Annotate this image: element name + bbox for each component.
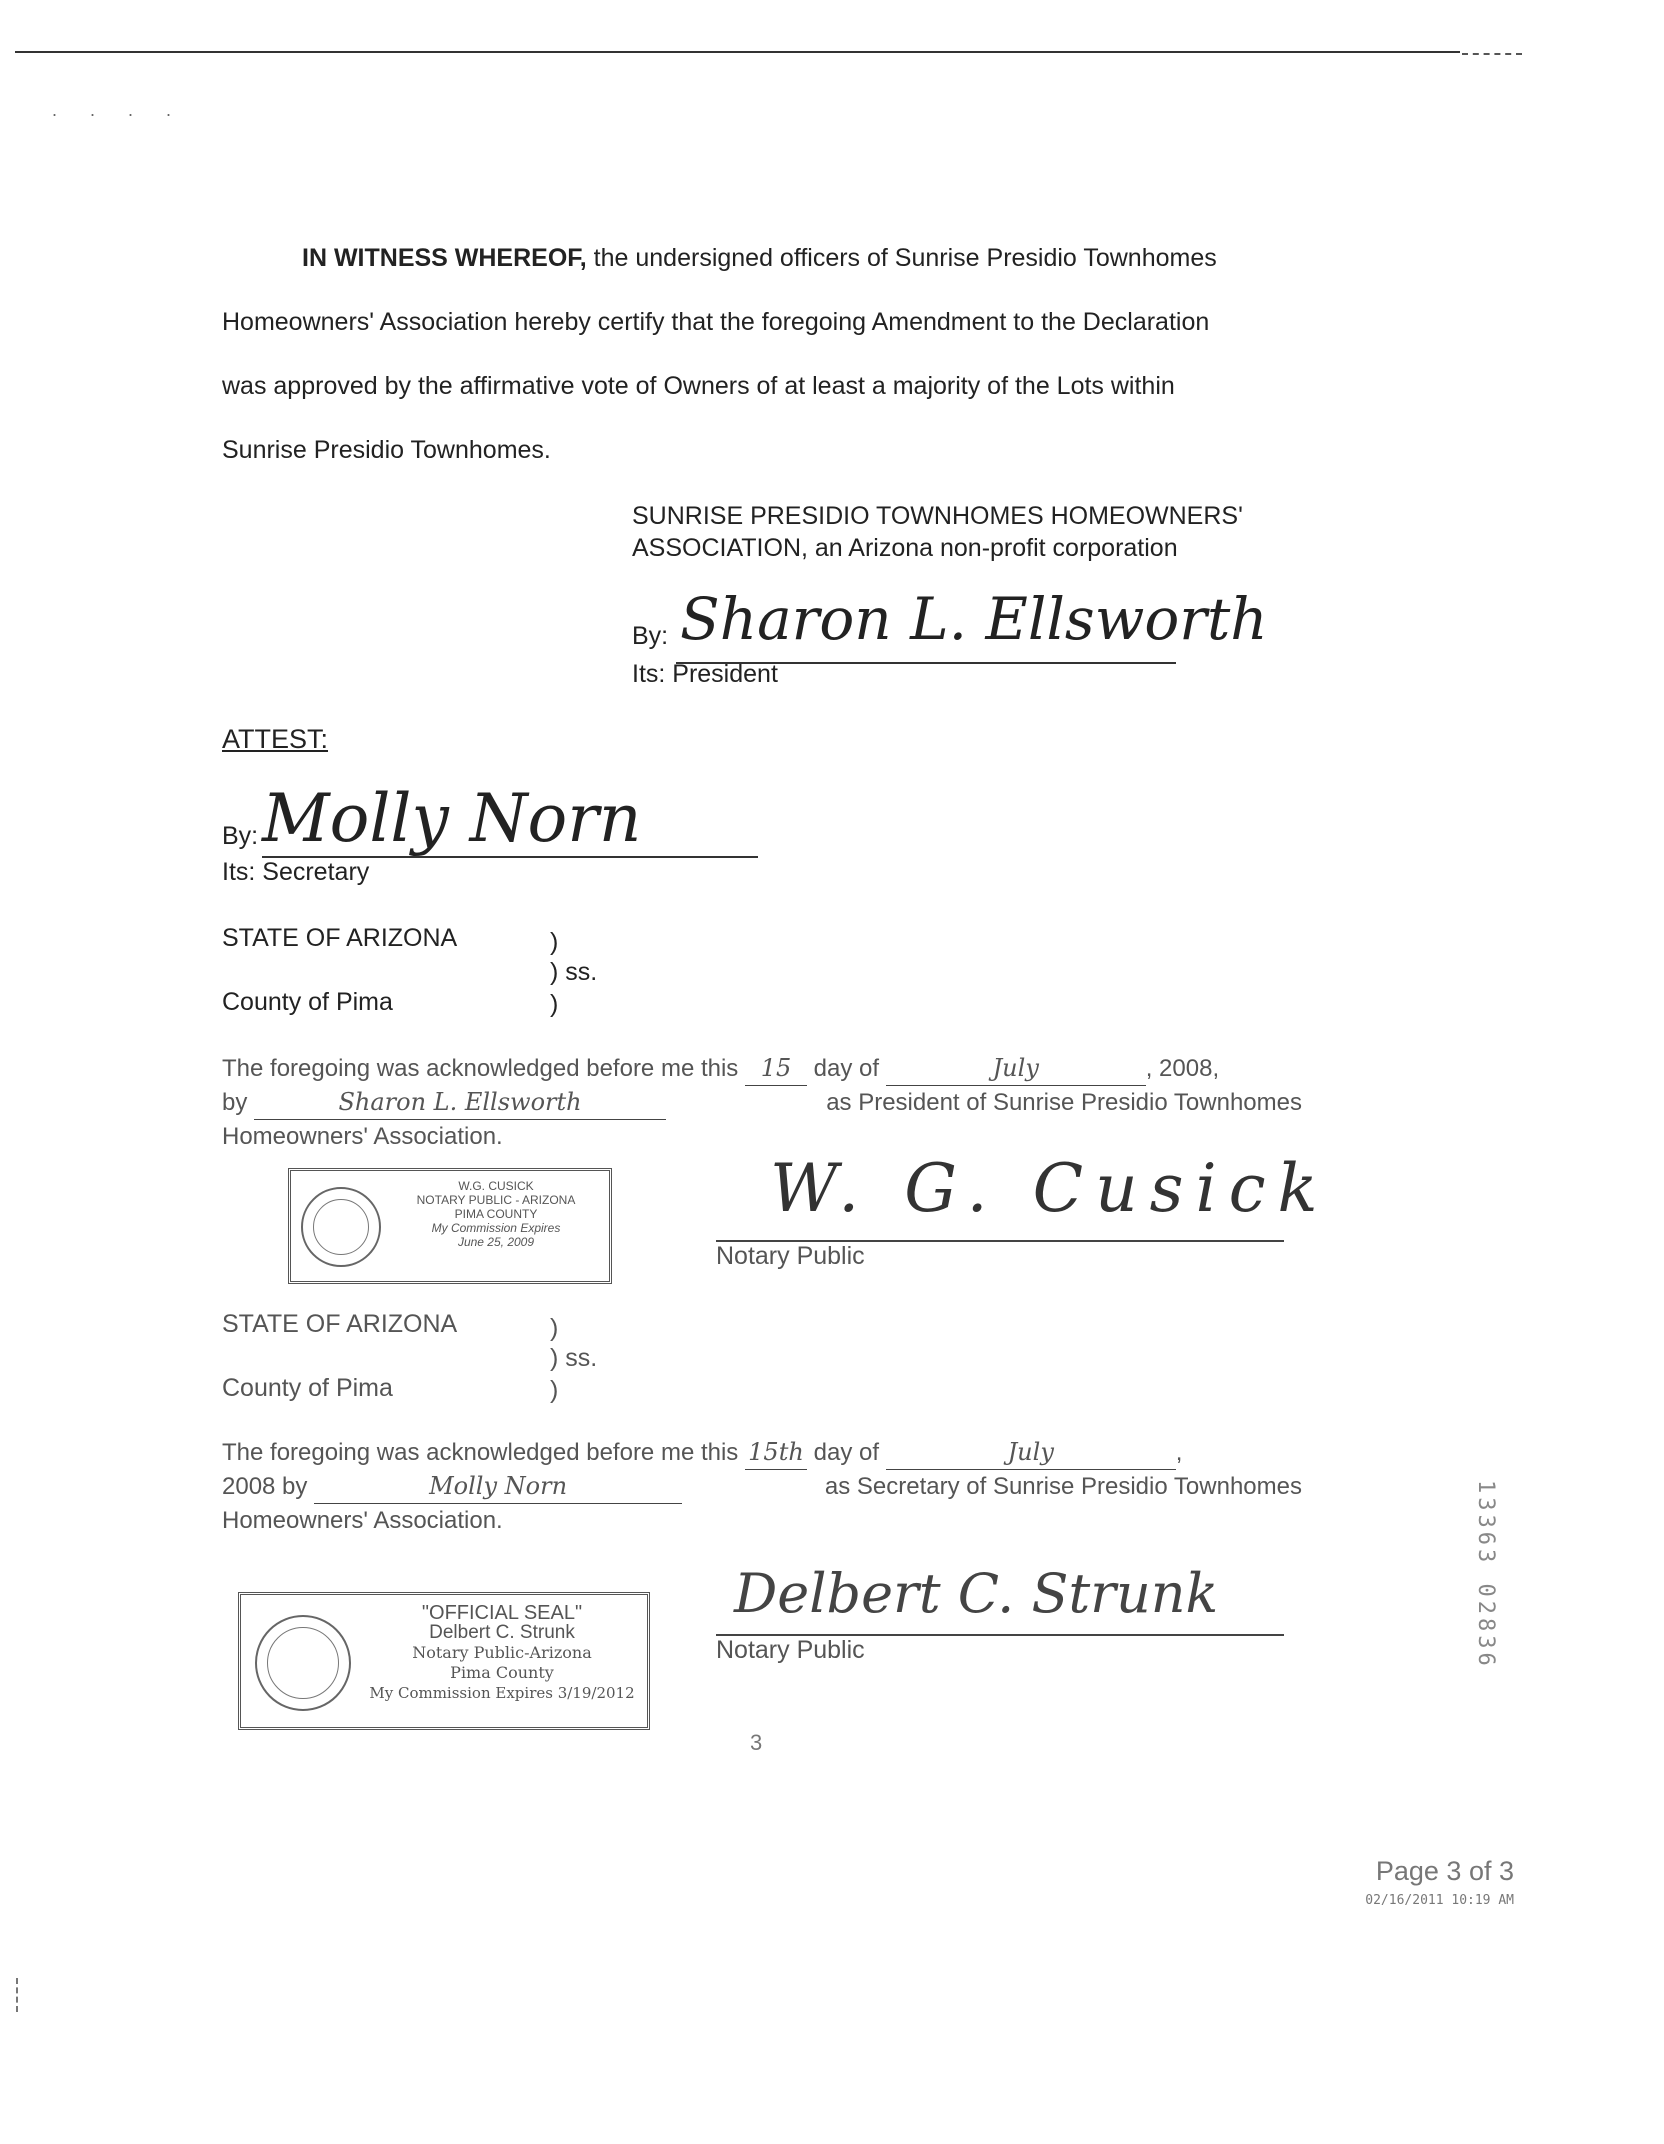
ack2-paragraph [222,1436,1302,1537]
its-president: Its: President [632,660,778,688]
its-secretary: Its: Secretary [222,858,370,886]
margin-mark [16,1978,18,2012]
seal-emblem-icon [255,1615,351,1711]
witness-line-3: was approved by the affirmative vote of Owners of at least a majority of the Lots within [222,372,1175,400]
venue2-state: STATE OF ARIZONA [222,1310,458,1338]
official-seal-strunk: "OFFICIAL SEAL" Delbert C. Strunk Notary Public-Arizona Pima County My Commission Expires 3/19/2012 [238,1592,650,1730]
page-number: 3 [750,1730,763,1755]
venue2-paren-open: ) [550,1314,559,1342]
attest-heading: ATTEST: [222,724,329,754]
venue1-paren-open: ) [550,928,559,956]
notary-seal-cusick: W.G. CUSICK NOTARY PUBLIC - ARIZONA PIMA COUNTY My Commission Expires June 25, 2009 [288,1168,612,1284]
venue1-state: STATE OF ARIZONA [222,924,458,952]
association-name: SUNRISE PRESIDIO TOWNHOMES HOMEOWNERS' ASSOCIATION, an Arizona non-profit corporation [632,502,1243,562]
venue1-county: County of Pima [222,988,393,1016]
witness-lead: IN WITNESS WHEREOF, [302,244,587,272]
footer-timestamp: 02/16/2011 10:19 AM [1365,1893,1514,1908]
notary1-signature: W. G. Cusick [770,1150,1330,1227]
ack1-signer: Sharon L. Ellsworth [254,1086,666,1120]
venue2-ss: ) ss. [550,1344,598,1372]
notary2-label: Notary Public [716,1636,865,1664]
notary2-signature: Delbert C. Strunk [734,1562,1219,1625]
top-rule [15,51,1460,53]
recording-number: 13363 02836 [1473,1480,1498,1670]
ack2-line-3: Homeowners' Association. [222,1507,503,1534]
ack1-line-2: by Sharon L. Ellsworth as President of Sunrise Presidio Townhomes [222,1086,1302,1120]
ack2-month: July [886,1436,1176,1470]
witness-paragraph [222,226,1302,482]
ack2-signer: Molly Norn [314,1470,682,1504]
footer-page-count: Page 3 of 3 [1375,1856,1514,1886]
venue2-county: County of Pima [222,1374,393,1402]
witness-line-4: Sunrise Presidio Townhomes. [222,436,551,464]
president-by-label: By: [632,622,669,650]
secretary-signature: Molly Norn [262,780,642,857]
ack2-line-1: The foregoing was acknowledged before me this 15th day of July , [222,1436,1302,1470]
secretary-by-label: By: [222,822,259,850]
venue1-ss: ) ss. [550,958,598,986]
top-rule-dash [1462,53,1522,55]
ack1-month: July [886,1052,1146,1086]
ack2-day: 15th [745,1436,807,1470]
seal-emblem-icon [301,1187,381,1267]
ack1-line-3: Homeowners' Association. [222,1123,503,1150]
notary1-label: Notary Public [716,1242,865,1270]
witness-line-2: Homeowners' Association hereby certify that the foregoing Amendment to the Declaration [222,308,1210,336]
venue1-paren-close: ) [550,990,559,1018]
ack1-paragraph [222,1052,1302,1153]
ack2-line-2: 2008 by Molly Norn as Secretary of Sunrise Presidio Townhomes [222,1470,1302,1504]
witness-line-1: IN WITNESS WHEREOF, the undersigned officers of Sunrise Presidio Townhomes [302,244,1217,272]
scan-specks: . . . . [52,100,186,120]
venue2-paren-close: ) [550,1376,559,1404]
ack1-day: 15 [745,1052,807,1086]
president-signature: Sharon L. Ellsworth [680,585,1268,653]
ack1-line-1: The foregoing was acknowledged before me this 15 day of July , 2008, [222,1052,1302,1086]
